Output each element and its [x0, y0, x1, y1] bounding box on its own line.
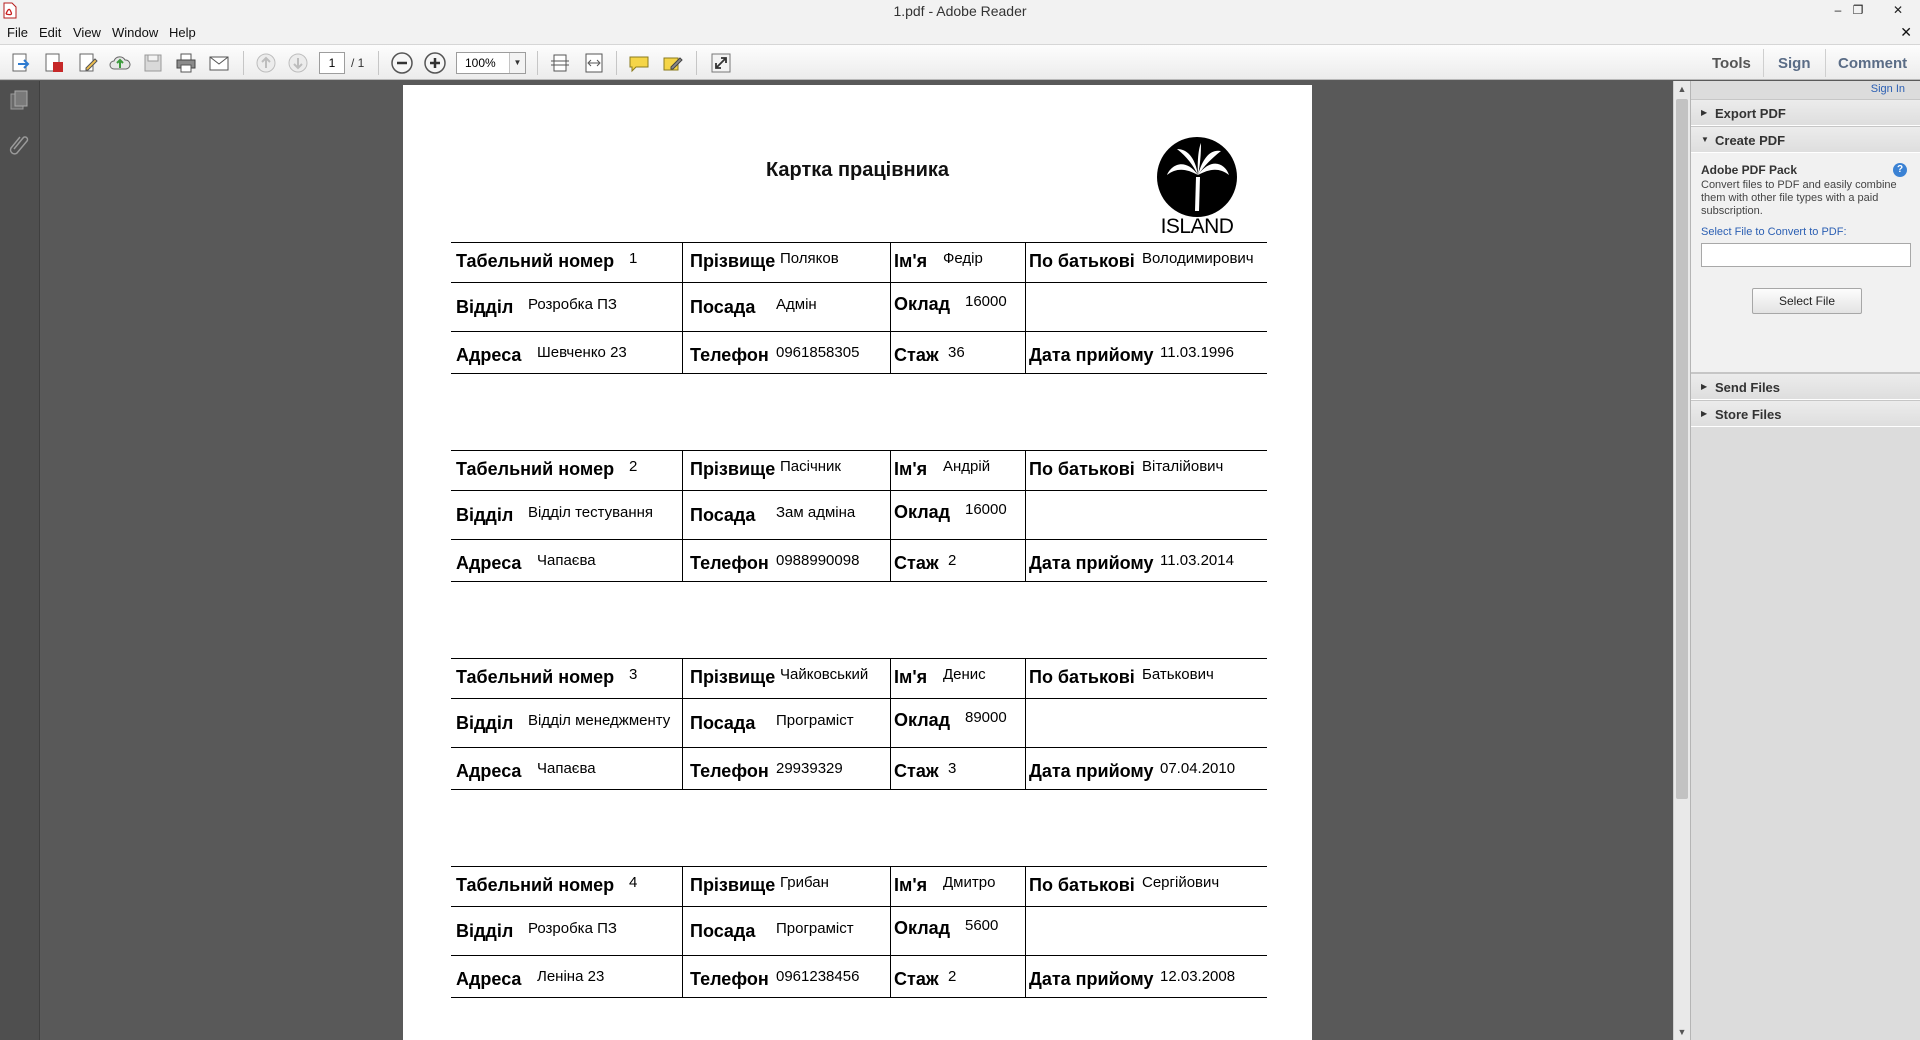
value-hire-date: 07.04.2010 [1160, 760, 1236, 777]
label-address: Адреса [456, 345, 522, 365]
toolbar-separator [1825, 49, 1826, 77]
label-surname: Прізвище [690, 251, 776, 271]
label-phone: Телефон [690, 553, 769, 573]
value-phone: 0961238456 [776, 968, 860, 985]
value-department: Розробка ПЗ [528, 296, 617, 313]
label-address: Адреса [456, 761, 522, 781]
label-experience: Стаж [894, 345, 939, 365]
tools-pane-button[interactable]: Tools [1712, 55, 1751, 72]
label-department: Відділ [456, 297, 514, 317]
label-experience: Стаж [894, 761, 939, 781]
chevron-right-icon: ▶ [1701, 409, 1708, 418]
label-department: Відділ [456, 713, 514, 733]
label-position: Посада [690, 921, 756, 941]
create-pdf-title: Create PDF [1715, 133, 1786, 148]
label-name: Ім'я [894, 251, 928, 271]
label-experience: Стаж [894, 969, 939, 989]
label-phone: Телефон [690, 969, 769, 989]
value-patronymic: Сергійович [1142, 874, 1220, 891]
label-experience: Стаж [894, 553, 939, 573]
full-screen-icon[interactable] [709, 51, 733, 75]
label-patronymic: По батькові [1029, 459, 1135, 479]
value-tab-number: 3 [629, 666, 638, 683]
value-experience: 3 [948, 760, 957, 777]
value-hire-date: 12.03.2008 [1160, 968, 1236, 985]
scroll-down-icon[interactable]: ▼ [1677, 1027, 1687, 1037]
label-tab-number: Табельний номер [456, 251, 615, 271]
menu-window[interactable]: Window [112, 25, 159, 40]
label-salary: Оклад [894, 294, 951, 314]
value-salary: 16000 [965, 501, 1007, 518]
value-department: Розробка ПЗ [528, 920, 617, 937]
select-file-button[interactable]: Select File [1752, 288, 1862, 314]
menu-bar [0, 22, 1920, 44]
zoom-out-icon[interactable] [390, 51, 414, 75]
fit-width-icon[interactable] [582, 51, 606, 75]
value-address: Чапаєва [537, 760, 596, 777]
vertical-scrollbar[interactable] [1673, 81, 1690, 1040]
label-hire-date: Дата прийому [1029, 761, 1154, 781]
cloud-upload-icon[interactable] [108, 51, 132, 75]
value-experience: 36 [948, 344, 965, 361]
send-files-section[interactable] [1691, 373, 1920, 400]
label-phone: Телефон [690, 761, 769, 781]
navigation-pane [0, 81, 40, 1040]
value-position: Програміст [776, 712, 854, 729]
value-name: Денис [943, 666, 986, 683]
value-department: Відділ тестування [528, 504, 654, 521]
restore-button[interactable]: ❐ [1852, 3, 1864, 17]
employee-card [451, 658, 1267, 790]
value-position: Зам адміна [776, 504, 856, 521]
menu-help[interactable]: Help [169, 25, 196, 40]
label-patronymic: По батькові [1029, 251, 1135, 271]
employee-card [451, 450, 1267, 582]
label-salary: Оклад [894, 502, 951, 522]
sticky-note-comment-icon[interactable] [627, 51, 651, 75]
value-address: Шевченко 23 [537, 344, 627, 361]
label-patronymic: По батькові [1029, 667, 1135, 687]
value-surname: Пасічник [780, 458, 841, 475]
fit-page-icon[interactable] [548, 51, 572, 75]
file-to-convert-input[interactable] [1701, 243, 1911, 267]
value-department: Відділ менеджменту [528, 712, 671, 729]
document-title: Картка працівника [765, 159, 950, 181]
scroll-up-icon[interactable]: ▲ [1677, 84, 1687, 94]
toolbar-separator [537, 51, 538, 75]
page-total: / 1 [351, 56, 365, 70]
label-address: Адреса [456, 969, 522, 989]
value-patronymic: Батькович [1142, 666, 1214, 683]
pdf-page [403, 85, 1312, 1040]
email-icon[interactable] [207, 51, 231, 75]
value-surname: Грибан [780, 874, 829, 891]
value-position: Адмін [776, 296, 817, 313]
label-position: Посада [690, 713, 756, 733]
create-pdf-section[interactable] [1691, 126, 1920, 153]
store-files-title: Store Files [1715, 407, 1782, 422]
zoom-in-icon[interactable] [423, 51, 447, 75]
value-salary: 5600 [965, 917, 999, 934]
value-surname: Чайковський [780, 666, 869, 683]
value-tab-number: 2 [629, 458, 638, 475]
highlight-text-icon[interactable] [661, 51, 685, 75]
page-thumbnails-icon[interactable] [8, 89, 30, 113]
toolbar-separator [616, 51, 617, 75]
label-salary: Оклад [894, 710, 951, 730]
island-logo [1155, 135, 1245, 235]
label-surname: Прізвище [690, 667, 776, 687]
select-file-label: Select File to Convert to PDF: [1701, 226, 1847, 238]
value-phone: 29939329 [776, 760, 843, 777]
previous-page-icon[interactable] [254, 51, 278, 75]
toolbar-separator [243, 51, 244, 75]
label-patronymic: По батькові [1029, 875, 1135, 895]
value-name: Федір [943, 250, 983, 267]
print-icon[interactable] [174, 51, 198, 75]
close-document-button[interactable]: ✕ [1900, 24, 1912, 40]
export-pdf-title: Export PDF [1715, 106, 1786, 121]
employee-card [451, 242, 1267, 374]
label-name: Ім'я [894, 667, 928, 687]
label-department: Відділ [456, 505, 514, 525]
value-salary: 16000 [965, 293, 1007, 310]
toolbar-separator [696, 51, 697, 75]
create-pdf-panel [1691, 153, 1920, 373]
zoom-level-select[interactable] [456, 52, 526, 74]
label-hire-date: Дата прийому [1029, 553, 1154, 573]
menu-file[interactable]: File [7, 25, 28, 40]
save-icon[interactable] [141, 51, 165, 75]
label-tab-number: Табельний номер [456, 875, 615, 895]
label-hire-date: Дата прийому [1029, 969, 1154, 989]
value-name: Андрій [943, 458, 991, 475]
send-files-title: Send Files [1715, 380, 1781, 395]
title-bar [0, 0, 1920, 22]
label-salary: Оклад [894, 918, 951, 938]
close-window-button[interactable]: ✕ [1892, 3, 1904, 17]
menu-view[interactable]: View [73, 25, 101, 40]
value-experience: 2 [948, 968, 957, 985]
value-hire-date: 11.03.1996 [1160, 344, 1234, 361]
minimize-button[interactable]: – [1834, 3, 1842, 17]
label-surname: Прізвище [690, 459, 776, 479]
toolbar-separator [1763, 49, 1764, 77]
pdf-pack-title: Adobe PDF Pack [1701, 163, 1798, 177]
value-address: Чапаєва [537, 552, 596, 569]
value-surname: Поляков [780, 250, 839, 267]
chevron-right-icon: ▶ [1701, 108, 1708, 117]
value-patronymic: Віталійович [1142, 458, 1224, 475]
export-pdf-section[interactable] [1691, 99, 1920, 126]
chevron-down-icon[interactable]: ▼ [509, 53, 525, 73]
value-salary: 89000 [965, 709, 1007, 726]
comment-pane-button[interactable]: Comment [1838, 55, 1908, 72]
menu-edit[interactable]: Edit [39, 25, 62, 40]
label-name: Ім'я [894, 875, 928, 895]
page-number-input[interactable]: 1 [319, 52, 345, 74]
attachments-icon[interactable] [8, 131, 30, 155]
toolbar-separator [378, 51, 379, 75]
label-tab-number: Табельний номер [456, 459, 615, 479]
store-files-section[interactable] [1691, 400, 1920, 427]
pdf-pack-description: Convert files to PDF and easily combine them with other file types with a paid subscription. [1701, 179, 1897, 217]
value-address: Леніна 23 [537, 968, 605, 985]
zoom-level-value: 100% [465, 56, 496, 70]
sign-pane-button[interactable]: Sign [1778, 55, 1811, 72]
value-name: Дмитро [943, 874, 996, 891]
scrollbar-thumb[interactable] [1676, 99, 1688, 799]
employee-card [451, 866, 1267, 998]
value-patronymic: Володимирович [1142, 250, 1254, 267]
value-phone: 0988990098 [776, 552, 860, 569]
label-phone: Телефон [690, 345, 769, 365]
label-position: Посада [690, 505, 756, 525]
label-department: Відділ [456, 921, 514, 941]
value-experience: 2 [948, 552, 957, 569]
next-page-icon[interactable] [286, 51, 310, 75]
document-viewport[interactable] [41, 81, 1673, 1040]
chevron-down-icon: ▼ [1701, 135, 1709, 144]
sign-in-link[interactable]: Sign In [1870, 83, 1905, 95]
logo-text: ISLAND [1160, 215, 1234, 235]
chevron-right-icon: ▶ [1701, 382, 1708, 391]
value-hire-date: 11.03.2014 [1160, 552, 1234, 569]
edit-pdf-icon[interactable] [76, 51, 100, 75]
label-tab-number: Табельний номер [456, 667, 615, 687]
create-pdf-icon[interactable] [42, 51, 66, 75]
value-tab-number: 1 [629, 250, 638, 267]
label-position: Посада [690, 297, 756, 317]
open-file-icon[interactable] [9, 51, 33, 75]
value-phone: 0961858305 [776, 344, 860, 361]
label-surname: Прізвище [690, 875, 776, 895]
window-title: 1.pdf - Adobe Reader [893, 3, 1027, 19]
help-icon[interactable]: ? [1893, 163, 1907, 177]
label-hire-date: Дата прийому [1029, 345, 1154, 365]
toolbar [0, 44, 1920, 80]
tools-task-pane [1690, 81, 1920, 1040]
value-tab-number: 4 [629, 874, 638, 891]
label-name: Ім'я [894, 459, 928, 479]
value-position: Програміст [776, 920, 854, 937]
label-address: Адреса [456, 553, 522, 573]
